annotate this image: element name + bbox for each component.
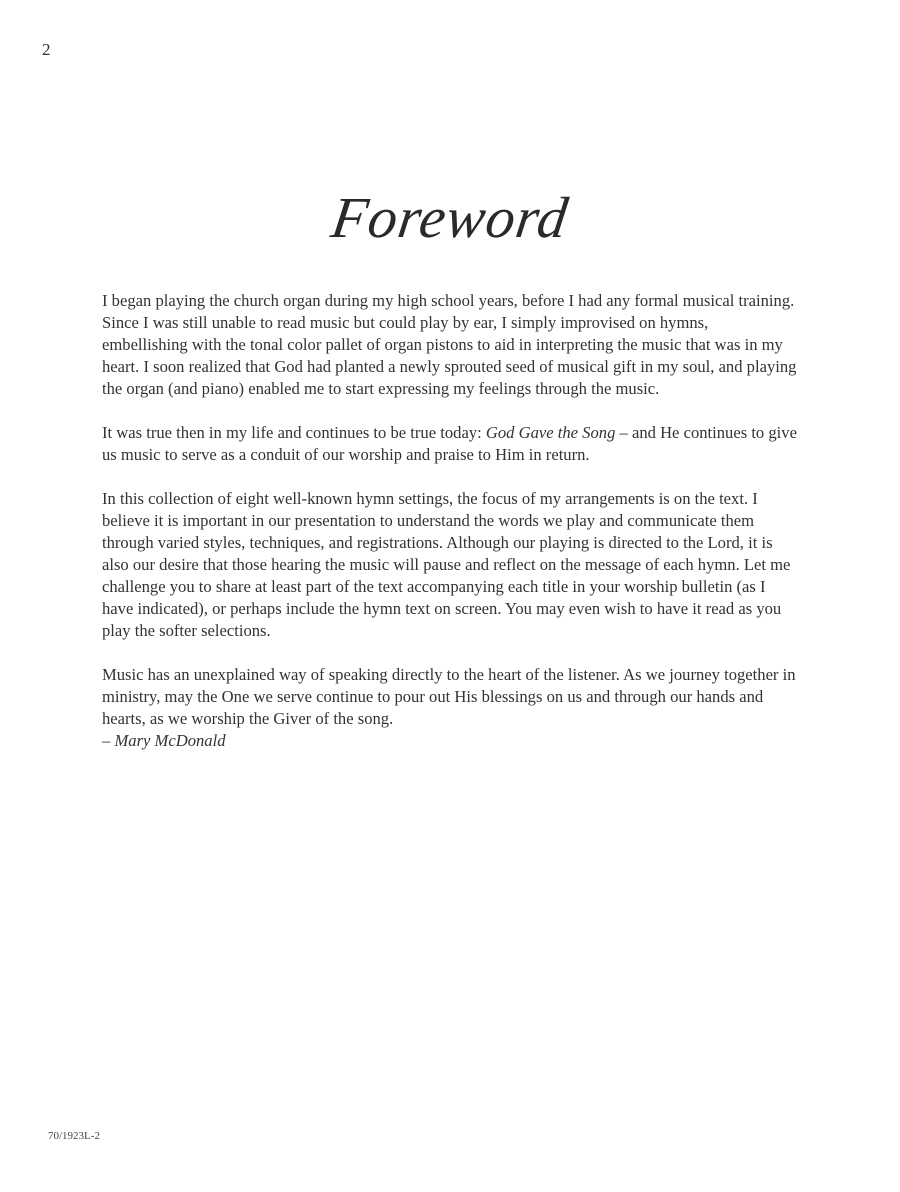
- paragraph-1: I began playing the church organ during my high school years, before I had any formal musical training. Since I was still unable to read music but could play by ear, I simply improvised on hymns, embellishing with the tonal color pallet of organ pistons to aid in interpreting the music that was in my heart. I soon realized that God had planted a newly sprouted seed of musical gift in my soul, and playing the organ (and piano) enabled me to start expressing my feelings through the music.: [102, 291, 797, 398]
- page-number: 2: [42, 40, 51, 59]
- paragraph-3: In this collection of eight well-known hymn settings, the focus of my arrangements is on the text. I believe it is important in our presentation to understand the words we play and communicate them through varied styles, techniques, and registrations. Although our playing is directed to the Lord, it is also our desire that those hearing the music will pause and reflect on the message of each hymn. Let me challenge you to share at least part of the text accompanying each title in your worship bulletin (as I have indicated), or perhaps include the hymn text on screen. You may even wish to have it read as you play the softer selections.: [102, 489, 791, 640]
- catalog-code: 70/1923L-2: [48, 1130, 100, 1142]
- paragraph-4: Music has an unexplained way of speaking directly to the heart of the listener. As we journey together in ministry, may the One we serve continue to pour out His blessings on us and through our hands and hearts, as we worship the Giver of the song.: [102, 665, 796, 728]
- page-title: Foreword: [327, 185, 573, 250]
- paragraph-2-start: It was true then in my life and continues to be true today:: [102, 423, 486, 442]
- song-title: God Gave the Song: [485, 423, 616, 442]
- paragraph-2-end: – and He continues to give us music to serve as a conduit of our worship and praise to Him in return.: [102, 423, 797, 464]
- paragraph-2: [102, 422, 798, 466]
- foreword-body: [102, 290, 798, 774]
- author-signature: – Mary McDonald: [102, 731, 226, 750]
